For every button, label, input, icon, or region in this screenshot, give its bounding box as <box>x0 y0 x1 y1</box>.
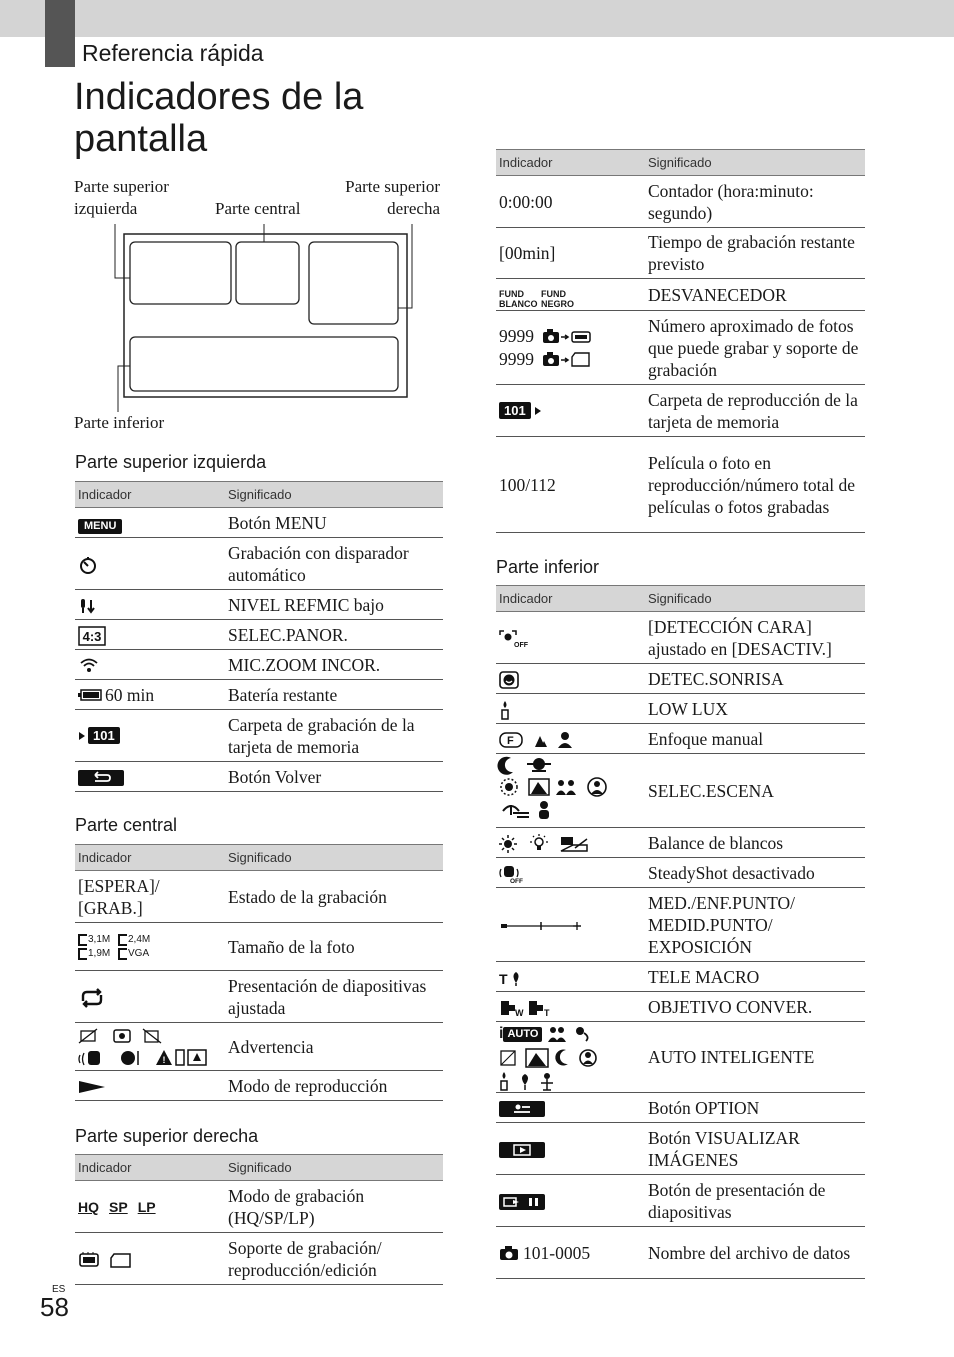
indicator-cell: 0:00:00 <box>496 176 645 228</box>
top-right-indicator-table <box>75 1154 443 1285</box>
meaning-cell: Soporte de grabación/ reproducción/edición <box>225 1233 443 1285</box>
table-row <box>75 680 443 710</box>
file-name: 101-0005 <box>523 1242 591 1263</box>
meaning-cell: [DETECCIÓN CARA] ajustado en [DESACTIV.] <box>645 612 865 664</box>
page-title: Indicadores de la pantalla <box>74 76 364 160</box>
meaning-cell: Número aproximado de fotos que puede grabar y soporte de grabación <box>645 311 865 385</box>
meaning-cell: Estado de la grabación <box>225 871 443 923</box>
table-row <box>75 1233 443 1285</box>
size-label: 3,1M <box>88 933 111 945</box>
indicator-cell <box>496 828 645 858</box>
meaning-cell: SELEC.PANOR. <box>225 620 443 650</box>
play-folder-icon: 101 <box>499 402 531 419</box>
table-row <box>496 385 865 437</box>
refmic-low-icon <box>78 596 98 616</box>
header-meaning: Significado <box>225 845 443 871</box>
subsection-title-top-right: Parte superior derecha <box>75 1126 259 1146</box>
slideshow-button-icon <box>499 1194 545 1210</box>
svg-text:OFF: OFF <box>514 642 528 650</box>
indicator-cell <box>496 754 645 828</box>
indicator-cell <box>75 710 225 762</box>
indicator-cell <box>75 971 225 1023</box>
center-indicator-table <box>75 844 443 1101</box>
warning-icons <box>78 1027 222 1067</box>
svg-text:OFF: OFF <box>510 877 523 885</box>
back-button-icon <box>78 770 124 786</box>
battery-icon <box>78 689 102 701</box>
svg-text:!: ! <box>162 1054 166 1065</box>
right-top-indicator-table <box>496 149 865 533</box>
meaning-cell: Botón MENU <box>225 508 443 538</box>
meaning-cell: AUTO INTELIGENTE <box>645 1022 865 1093</box>
meaning-cell: Presentación de diapositivas ajustada <box>225 971 443 1023</box>
subsection-title-center: Parte central <box>75 815 178 835</box>
indicator-cell <box>496 1123 645 1175</box>
table-row <box>75 620 443 650</box>
table-header-row <box>496 586 865 612</box>
indicator-cell: [00min] <box>496 228 645 279</box>
meaning-cell: Modo de grabación (HQ/SP/LP) <box>225 1181 443 1233</box>
meaning-cell: DESVANECEDOR <box>645 279 865 311</box>
indicator-cell <box>496 1022 645 1093</box>
diagram-label-bottom: Parte inferior <box>74 413 165 432</box>
indicator-cell <box>75 680 225 710</box>
scene-select-icons <box>499 755 619 821</box>
indicator-cell <box>75 1071 225 1101</box>
hq-icon: HQ <box>78 1199 99 1215</box>
size-label: 1,9M <box>88 947 111 959</box>
indicator-cell <box>496 612 645 664</box>
meaning-cell: TELE MACRO <box>645 962 865 992</box>
meaning-cell: MIC.ZOOM INCOR. <box>225 650 443 680</box>
screen-layout-diagram <box>74 176 444 438</box>
meaning-cell: Enfoque manual <box>645 724 865 754</box>
fader-white-label: FUND BLANCO <box>499 289 538 309</box>
rec-folder-icon: 101 <box>88 727 120 744</box>
table-row <box>496 992 865 1022</box>
table-header-row <box>75 1155 443 1181</box>
meaning-cell: SteadyShot desactivado <box>645 858 865 888</box>
auto-badge: AUTO <box>503 1027 542 1042</box>
indicator-cell <box>496 858 645 888</box>
smile-shutter-icon <box>499 671 519 689</box>
meaning-cell: Película o foto en reproducción/número total de películas o fotos grabadas <box>645 437 865 533</box>
table-header-row <box>496 150 865 176</box>
table-row <box>75 971 443 1023</box>
top-band <box>0 0 954 37</box>
page-language: ES <box>52 1284 66 1295</box>
battery-time: 60 min <box>105 684 155 705</box>
table-row <box>496 1093 865 1123</box>
table-header-row <box>75 845 443 871</box>
meaning-cell: Botón de presentación de diapositivas <box>645 1175 865 1227</box>
photo-count: 9999 <box>499 326 534 346</box>
fader-black-label: FUND NEGRO <box>541 289 575 309</box>
table-row <box>496 664 865 694</box>
table-row <box>496 437 865 533</box>
indicator-cell <box>75 1233 225 1285</box>
meaning-cell: Grabación con disparador automático <box>225 538 443 590</box>
header-meaning: Significado <box>225 1155 443 1181</box>
indicator-cell <box>75 1181 225 1233</box>
low-lux-icon <box>499 700 511 720</box>
table-row <box>496 1227 865 1279</box>
header-meaning: Significado <box>225 482 443 508</box>
subsection-title-top-left: Parte superior izquierda <box>75 452 267 472</box>
camera-icon <box>499 1245 519 1261</box>
photo-size-icon <box>78 934 222 960</box>
indicator-cell <box>75 508 225 538</box>
table-row <box>496 962 865 992</box>
screen-diagram-drawing <box>74 176 444 438</box>
table-row <box>75 762 443 792</box>
size-label: VGA <box>128 947 150 959</box>
meaning-cell: Contador (hora:minuto: segundo) <box>645 176 865 228</box>
lp-icon: LP <box>137 1199 156 1215</box>
page-number: 58 <box>40 1292 69 1322</box>
table-row <box>496 754 865 828</box>
svg-text:T: T <box>499 971 508 988</box>
diagram-label-top-left: Parte superior izquierda <box>74 177 169 218</box>
table-row <box>75 590 443 620</box>
meaning-cell: Botón OPTION <box>645 1093 865 1123</box>
header-indicator: Indicador <box>75 482 225 508</box>
slideshow-repeat-icon <box>78 988 106 1008</box>
table-row <box>496 1175 865 1227</box>
option-button-icon <box>499 1101 545 1117</box>
size-label: 2,4M <box>128 933 151 945</box>
indicator-cell <box>75 762 225 792</box>
indicator-cell <box>75 590 225 620</box>
diagram-label-top-right: Parte superior derecha <box>345 177 440 218</box>
view-images-button-icon <box>499 1142 545 1158</box>
menu-badge-icon: MENU <box>78 519 122 534</box>
table-row <box>496 888 865 962</box>
table-row <box>496 828 865 858</box>
indicator-cell <box>75 620 225 650</box>
white-balance-icons <box>499 834 591 854</box>
meaning-cell: OBJETIVO CONVER. <box>645 992 865 1022</box>
indicator-cell <box>496 888 645 962</box>
meaning-cell: Tiempo de grabación restante previsto <box>645 228 865 279</box>
indicator-cell: [ESPERA]/ [GRAB.] <box>75 871 225 923</box>
indicator-cell <box>496 724 645 754</box>
svg-text:T: T <box>544 1007 550 1018</box>
manual-focus-icons <box>499 730 575 750</box>
indicator-cell <box>496 664 645 694</box>
aspect-43-icon <box>78 626 106 646</box>
table-row <box>496 1123 865 1175</box>
meaning-cell: MED./ENF.PUNTO/ MEDID.PUNTO/ EXPOSICIÓN <box>645 888 865 962</box>
indicator-cell <box>496 992 645 1022</box>
indicator-cell <box>496 311 645 385</box>
arrow-right-icon <box>78 731 86 741</box>
rec-mode-icons <box>78 1196 156 1218</box>
indicator-cell <box>496 694 645 724</box>
indicator-cell <box>496 1227 645 1279</box>
spot-meter-slider-icon <box>499 920 583 932</box>
header-indicator: Indicador <box>496 586 645 612</box>
meaning-cell: Batería restante <box>225 680 443 710</box>
meaning-cell: Botón Volver <box>225 762 443 792</box>
table-row <box>496 724 865 754</box>
table-row <box>496 176 865 228</box>
meaning-cell: DETEC.SONRISA <box>645 664 865 694</box>
bottom-indicator-table <box>496 585 865 1279</box>
table-row <box>496 858 865 888</box>
zoom-mic-icon <box>78 657 100 675</box>
steadyshot-off-icon <box>499 864 523 884</box>
indicator-cell <box>496 1093 645 1123</box>
tele-macro-icon <box>499 969 523 987</box>
section-tab-marker <box>45 0 75 67</box>
conversion-lens-icons <box>499 998 555 1018</box>
photo-count-icon <box>499 325 642 370</box>
indicator-cell <box>496 962 645 992</box>
sp-icon: SP <box>109 1199 128 1215</box>
indicator-cell <box>75 538 225 590</box>
meaning-cell: Carpeta de reproducción de la tarjeta de memoria <box>645 385 865 437</box>
svg-text:F: F <box>507 734 514 747</box>
subsection-title-bottom: Parte inferior <box>496 557 600 577</box>
meaning-cell: SELEC.ESCENA <box>645 754 865 828</box>
play-mode-icon <box>78 1080 106 1094</box>
table-row <box>75 538 443 590</box>
photo-count: 9999 <box>499 349 534 369</box>
table-header-row <box>75 482 443 508</box>
meaning-cell: Modo de reproducción <box>225 1071 443 1101</box>
table-row <box>75 1023 443 1071</box>
indicator-cell <box>75 923 225 971</box>
meaning-cell: Advertencia <box>225 1023 443 1071</box>
media-icons <box>78 1251 134 1269</box>
table-row <box>75 508 443 538</box>
meaning-cell: Carpeta de grabación de la tarjeta de memoria <box>225 710 443 762</box>
table-row <box>496 612 865 664</box>
table-row <box>496 311 865 385</box>
meaning-cell: Balance de blancos <box>645 828 865 858</box>
header-indicator: Indicador <box>75 1155 225 1181</box>
table-row <box>75 1181 443 1233</box>
table-row <box>75 871 443 923</box>
indicator-cell <box>496 1175 645 1227</box>
header-meaning: Significado <box>645 150 865 176</box>
self-timer-icon <box>78 555 98 575</box>
meaning-cell: Botón VISUALIZAR IMÁGENES <box>645 1123 865 1175</box>
meaning-cell: LOW LUX <box>645 694 865 724</box>
header-indicator: Indicador <box>75 845 225 871</box>
indicator-cell <box>75 1023 225 1071</box>
face-detect-off-icon <box>499 630 528 650</box>
fader-icon <box>499 289 577 309</box>
arrow-right-icon <box>534 406 542 416</box>
indicator-cell <box>496 279 645 311</box>
table-row <box>75 650 443 680</box>
top-left-indicator-table <box>75 481 443 792</box>
table-row <box>496 694 865 724</box>
intelligent-auto-icons: i AUTO <box>499 1023 642 1091</box>
header-indicator: Indicador <box>496 150 645 176</box>
meaning-cell: NIVEL REFMIC bajo <box>225 590 443 620</box>
svg-text:4:3: 4:3 <box>82 628 102 644</box>
indicator-cell <box>75 650 225 680</box>
table-row <box>75 1071 443 1101</box>
meaning-cell: Tamaño de la foto <box>225 923 443 971</box>
indicator-cell: 100/112 <box>496 437 645 533</box>
header-meaning: Significado <box>645 586 865 612</box>
table-row <box>496 228 865 279</box>
table-row <box>75 923 443 971</box>
table-row <box>496 279 865 311</box>
table-row <box>75 710 443 762</box>
indicator-cell <box>496 385 645 437</box>
svg-text:W: W <box>515 1007 524 1018</box>
diagram-label-center: Parte central <box>215 199 301 218</box>
section-label: Referencia rápida <box>82 40 264 66</box>
meaning-cell: Nombre del archivo de datos <box>645 1227 865 1279</box>
table-row <box>496 1022 865 1093</box>
